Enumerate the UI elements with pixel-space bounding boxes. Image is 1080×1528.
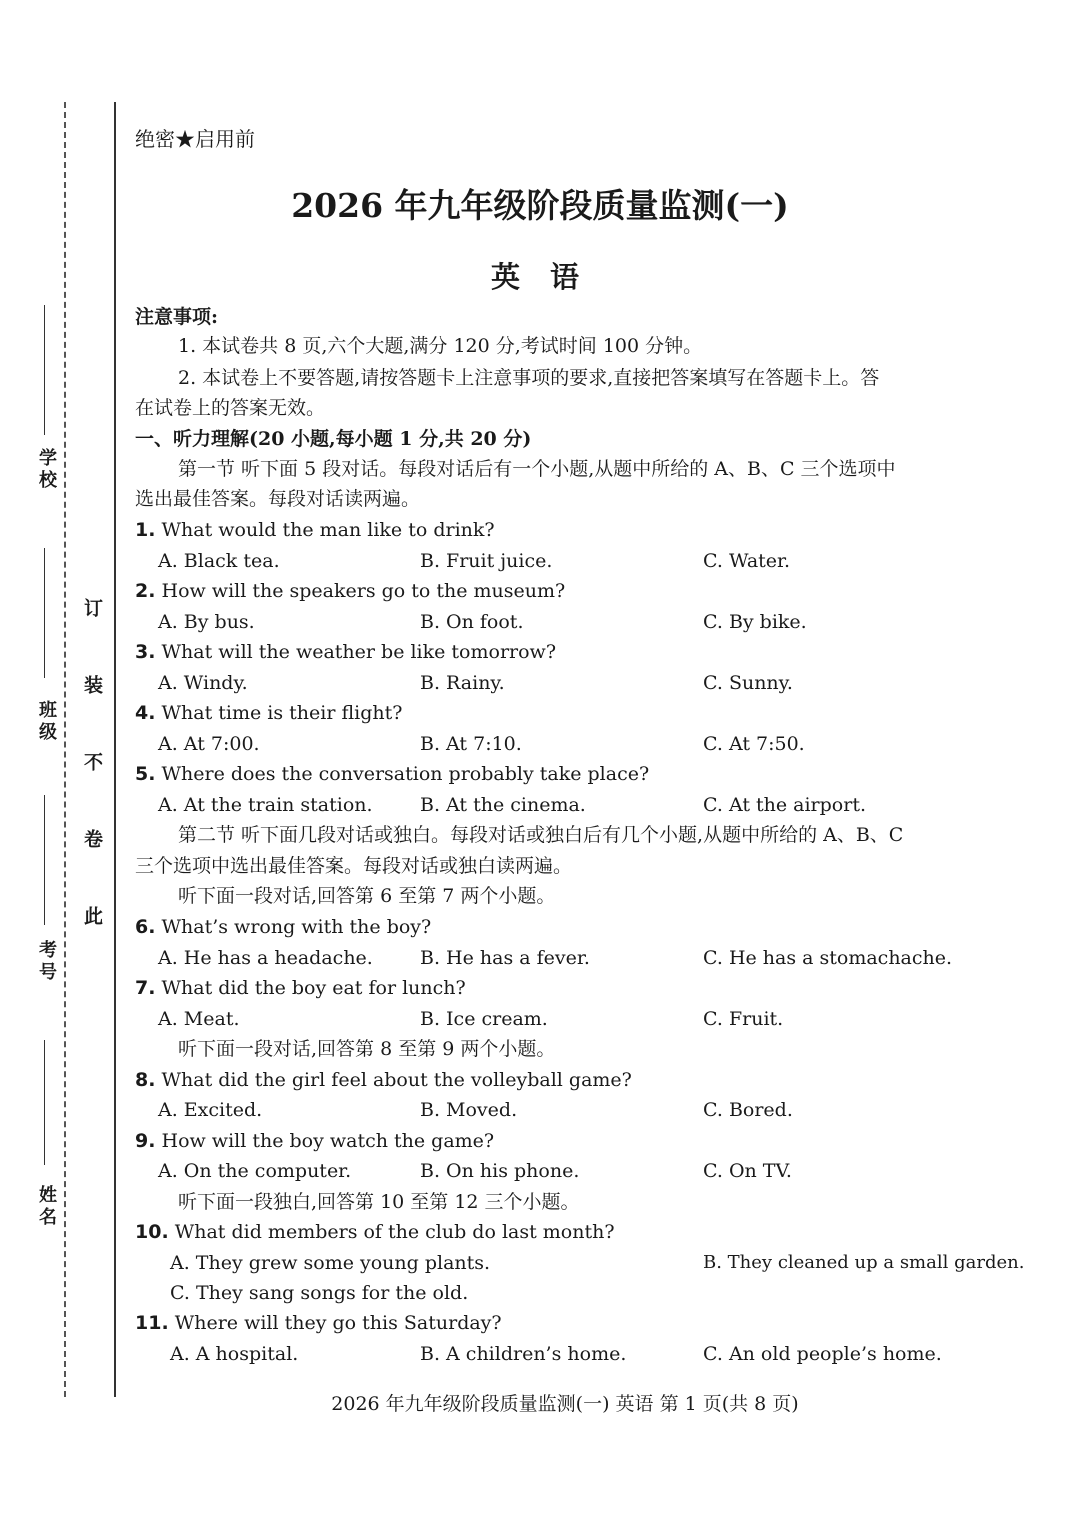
option-c: C. At the airport. xyxy=(703,794,867,816)
binding-warning-char: 卷 xyxy=(81,829,103,906)
option-a: A. On the computer. xyxy=(158,1160,352,1182)
class-blank xyxy=(44,548,45,678)
question xyxy=(135,1129,494,1153)
dashed-binding-line xyxy=(64,102,66,1397)
exam-title: 2026 年九年级阶段质量监测(一) xyxy=(291,186,789,225)
option-a: A. Excited. xyxy=(158,1099,263,1121)
section2-instruction-cont: 三个选项中选出最佳答案。每段对话或独白读两遍。 xyxy=(135,855,573,877)
option-c: C. On TV. xyxy=(703,1160,792,1182)
question-number: 3. xyxy=(135,641,156,663)
binding-warning-char: 不 xyxy=(81,752,103,829)
option-a: A. By bus. xyxy=(158,611,255,633)
binding-warning xyxy=(78,598,106,983)
question-number: 8. xyxy=(135,1069,156,1091)
question xyxy=(135,701,402,725)
option-a: A. He has a headache. xyxy=(158,947,373,969)
question-number: 4. xyxy=(135,702,156,724)
question xyxy=(135,1311,502,1335)
question-text: What did the boy eat for lunch? xyxy=(161,977,466,999)
question-text: What’s wrong with the boy? xyxy=(161,916,432,938)
margin-rule xyxy=(114,102,116,1397)
option-c: C. Water. xyxy=(703,550,791,572)
option-c: C. Bored. xyxy=(703,1099,793,1121)
question-number: 10. xyxy=(135,1221,169,1243)
question-text: How will the boy watch the game? xyxy=(161,1130,495,1152)
option-b: B. Ice cream. xyxy=(420,1008,548,1030)
option-a: A. A hospital. xyxy=(170,1343,299,1365)
question-text: What did members of the club do last month? xyxy=(174,1221,615,1243)
option-a: A. Black tea. xyxy=(158,550,280,572)
question xyxy=(135,762,649,786)
section1-instruction-cont: 选出最佳答案。每段对话读两遍。 xyxy=(135,488,421,510)
instruction-10-12: 听下面一段独白,回答第 10 至第 12 三个小题。 xyxy=(178,1191,580,1213)
exam-number-label: 考号 xyxy=(36,940,57,984)
option-a: A. They grew some young plants. xyxy=(170,1252,491,1274)
question-number: 7. xyxy=(135,977,156,999)
part1-heading: 一、听力理解(20 小题,每小题 1 分,共 20 分) xyxy=(135,428,532,450)
binding-warning-char: 订 xyxy=(81,598,103,675)
option-c: C. Sunny. xyxy=(703,672,793,694)
option-b: B. Fruit juice. xyxy=(420,550,553,572)
instruction-6-7: 听下面一段对话,回答第 6 至第 7 两个小题。 xyxy=(178,885,556,907)
option-b: B. On foot. xyxy=(420,611,524,633)
option-a: A. Meat. xyxy=(158,1008,240,1030)
question-text: What time is their flight? xyxy=(161,702,403,724)
section1-instruction: 第一节 听下面 5 段对话。每段对话后有一个小题,从题中所给的 A、B、C 三个选项中 xyxy=(178,458,896,480)
notice-heading: 注意事项: xyxy=(135,306,219,328)
option-c: C. At 7:50. xyxy=(703,733,805,755)
question-text: What would the man like to drink? xyxy=(161,519,495,541)
question-text: Where does the conversation probably take place? xyxy=(161,763,650,785)
option-b: B. A children’s home. xyxy=(420,1343,627,1365)
question-text: What will the weather be like tomorrow? xyxy=(161,641,557,663)
name-blank xyxy=(44,1040,45,1165)
question-number: 9. xyxy=(135,1130,156,1152)
school-blank xyxy=(44,305,45,435)
option-b: B. At the cinema. xyxy=(420,794,586,816)
question xyxy=(135,976,466,1000)
question-text: Where will they go this Saturday? xyxy=(174,1312,502,1334)
question-number: 11. xyxy=(135,1312,169,1334)
option-b: B. On his phone. xyxy=(420,1160,580,1182)
option-c: C. An old people’s home. xyxy=(703,1343,942,1365)
question xyxy=(135,579,565,603)
option-b: B. Rainy. xyxy=(420,672,505,694)
class-label: 班级 xyxy=(36,700,57,744)
option-c: C. By bike. xyxy=(703,611,807,633)
question-number: 1. xyxy=(135,519,156,541)
question-number: 2. xyxy=(135,580,156,602)
page-footer: 2026 年九年级阶段质量监测(一) 英语 第 1 页(共 8 页) xyxy=(331,1393,799,1415)
option-c: C. They sang songs for the old. xyxy=(170,1282,469,1304)
notice-item-2: 2. 本试卷上不要答题,请按答题卡上注意事项的要求,直接把答案填写在答题卡上。答 xyxy=(178,367,880,389)
option-a: A. Windy. xyxy=(158,672,248,694)
option-a: A. At the train station. xyxy=(158,794,373,816)
question-number: 6. xyxy=(135,916,156,938)
question-text: What did the girl feel about the volleyball game? xyxy=(161,1069,632,1091)
binding-warning-char: 装 xyxy=(81,675,103,752)
exam-number-blank xyxy=(44,795,45,925)
subject-title: 英语 xyxy=(490,260,609,294)
section2-instruction: 第二节 听下面几段对话或独白。每段对话或独白后有几个小题,从题中所给的 A、B、C xyxy=(178,824,904,846)
notice-item-1: 1. 本试卷共 8 页,六个大题,满分 120 分,考试时间 100 分钟。 xyxy=(178,335,703,357)
question xyxy=(135,1220,615,1244)
question xyxy=(135,1068,632,1092)
option-b: B. Moved. xyxy=(420,1099,518,1121)
question xyxy=(135,640,556,664)
option-b: B. They cleaned up a small garden. xyxy=(703,1252,1025,1273)
option-c: C. He has a stomachache. xyxy=(703,947,953,969)
notice-item-2-cont: 在试卷上的答案无效。 xyxy=(135,397,326,419)
question xyxy=(135,915,431,939)
name-label: 姓名 xyxy=(36,1185,57,1229)
question-number: 5. xyxy=(135,763,156,785)
school-label: 学校 xyxy=(36,448,57,492)
option-b: B. At 7:10. xyxy=(420,733,522,755)
option-c: C. Fruit. xyxy=(703,1008,784,1030)
binding-warning-char: 此 xyxy=(81,906,103,983)
option-a: A. At 7:00. xyxy=(158,733,260,755)
question xyxy=(135,518,495,542)
question-text: How will the speakers go to the museum? xyxy=(161,580,566,602)
option-b: B. He has a fever. xyxy=(420,947,590,969)
confidential-mark: 绝密★启用前 xyxy=(135,127,255,151)
instruction-8-9: 听下面一段对话,回答第 8 至第 9 两个小题。 xyxy=(178,1038,556,1060)
